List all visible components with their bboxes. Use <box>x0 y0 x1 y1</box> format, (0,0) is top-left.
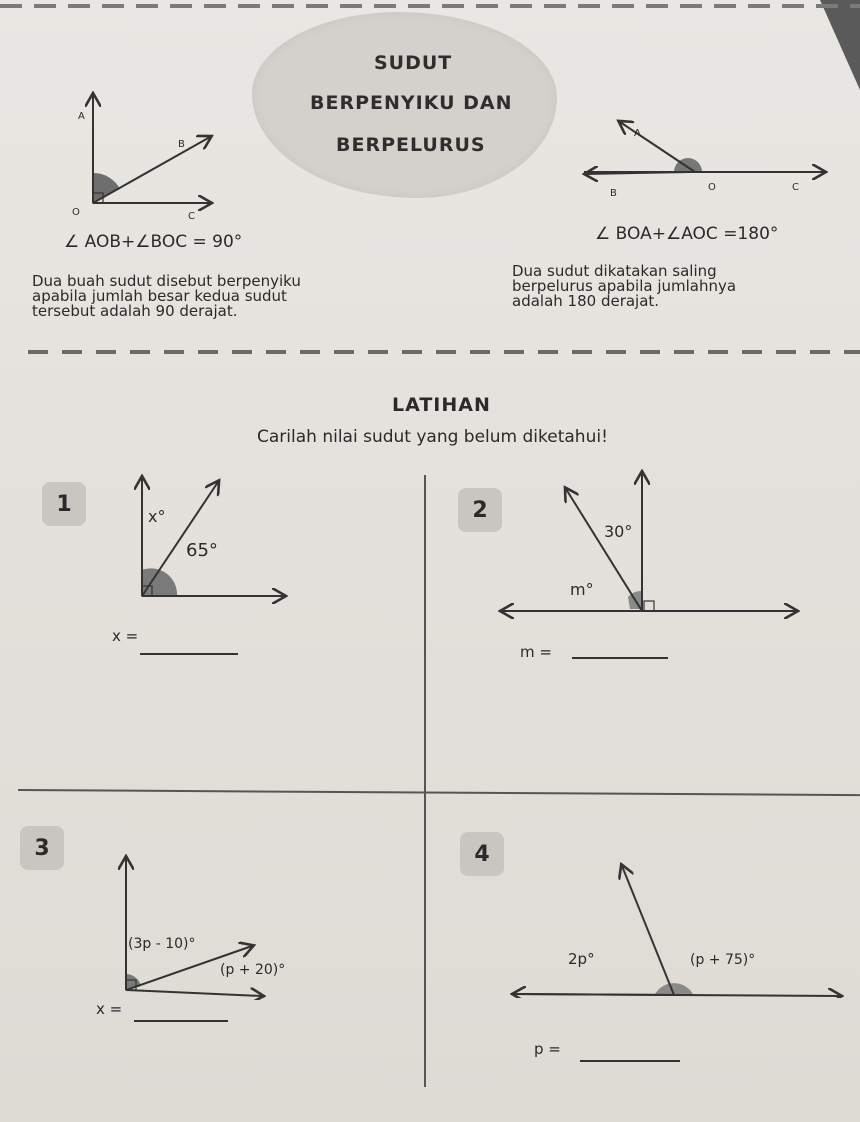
problem-2-answer-label: m = <box>520 643 552 661</box>
definition-line: tersebut adalah 90 derajat. <box>32 302 238 320</box>
problem-number-badge: 1 <box>42 482 86 526</box>
problem-4-answer-label: p = <box>534 1040 561 1058</box>
definition-line: apabila jumlah besar kedua sudut <box>32 287 287 305</box>
definition-line: adalah 180 derajat. <box>512 292 660 310</box>
supplementary-definition <box>512 264 736 309</box>
ray-ob <box>93 137 210 203</box>
right-angle-mark <box>644 601 654 611</box>
problem-number-badge: 3 <box>20 826 64 870</box>
grid-vertical-divider <box>424 475 426 1087</box>
definition-line: berpelurus apabila jumlahnya <box>512 277 737 295</box>
label-a: A <box>78 111 85 122</box>
problem-3-angle-b: (p + 20)° <box>220 962 286 978</box>
problem-1-unknown-angle: x° <box>148 507 166 526</box>
problem-4-ray-slanted <box>622 866 674 995</box>
problem-2-unknown-angle: m° <box>570 580 594 599</box>
ray-oa <box>620 122 695 172</box>
problem-4-angle-b: (p + 75)° <box>690 952 756 968</box>
problem-1-diagram <box>120 470 300 610</box>
problem-number-badge: 2 <box>458 488 502 532</box>
problem-3-diagram <box>110 850 320 1000</box>
problem-4-diagram <box>508 858 848 998</box>
problem-2-diagram <box>496 465 806 625</box>
latihan-title: LATIHAN <box>392 394 491 416</box>
label-c: C <box>792 182 799 193</box>
problem-3-answer-label: x = <box>96 1000 123 1018</box>
problem-2-known-angle: 30° <box>604 522 633 541</box>
problem-3-angle-a: (3p - 10)° <box>128 936 196 952</box>
label-b: B <box>610 188 617 199</box>
latihan-instruction: Carilah nilai sudut yang belum diketahui! <box>257 427 608 447</box>
problem-3-answer-blank[interactable] <box>134 1020 228 1022</box>
problem-1-answer-blank[interactable] <box>140 653 238 655</box>
label-c: C <box>188 211 195 222</box>
complementary-angle-diagram <box>60 85 240 225</box>
label-b: B <box>178 139 185 150</box>
problem-4-angle-a: 2p° <box>568 950 595 968</box>
definition-line: Dua sudut dikatakan saling <box>512 262 717 280</box>
page-corner-shadow <box>820 0 860 90</box>
problem-2-answer-blank[interactable] <box>572 657 668 659</box>
complementary-definition <box>32 274 301 319</box>
problem-1-ray-slanted <box>142 482 218 596</box>
top-dashed-border <box>0 4 860 8</box>
supplementary-angle-diagram <box>580 110 830 210</box>
problem-3-ray-horizontal <box>126 990 262 996</box>
definition-line: Dua buah sudut disebut berpenyiku <box>32 272 301 290</box>
title-line-3: BERPELURUS <box>336 134 486 156</box>
complementary-angle-shade <box>93 173 120 203</box>
problem-4-baseline-left <box>514 994 674 995</box>
problem-4-answer-blank[interactable] <box>580 1060 680 1062</box>
problem-1-answer-label: x = <box>112 627 139 645</box>
label-o: O <box>72 207 80 218</box>
supplementary-equation: ∠ BOA+∠AOC =180° <box>595 224 779 244</box>
label-a: A <box>634 128 641 139</box>
problem-1-known-angle: 65° <box>186 540 218 561</box>
complementary-equation: ∠ AOB+∠BOC = 90° <box>64 232 243 252</box>
problem-number-badge: 4 <box>460 832 504 876</box>
label-o: O <box>708 182 716 193</box>
title-line-2: BERPENYIKU DAN <box>310 92 513 114</box>
problem-1-angle-shade <box>142 568 177 596</box>
section-dashed-divider <box>28 350 860 354</box>
title-line-1: SUDUT <box>374 52 453 74</box>
